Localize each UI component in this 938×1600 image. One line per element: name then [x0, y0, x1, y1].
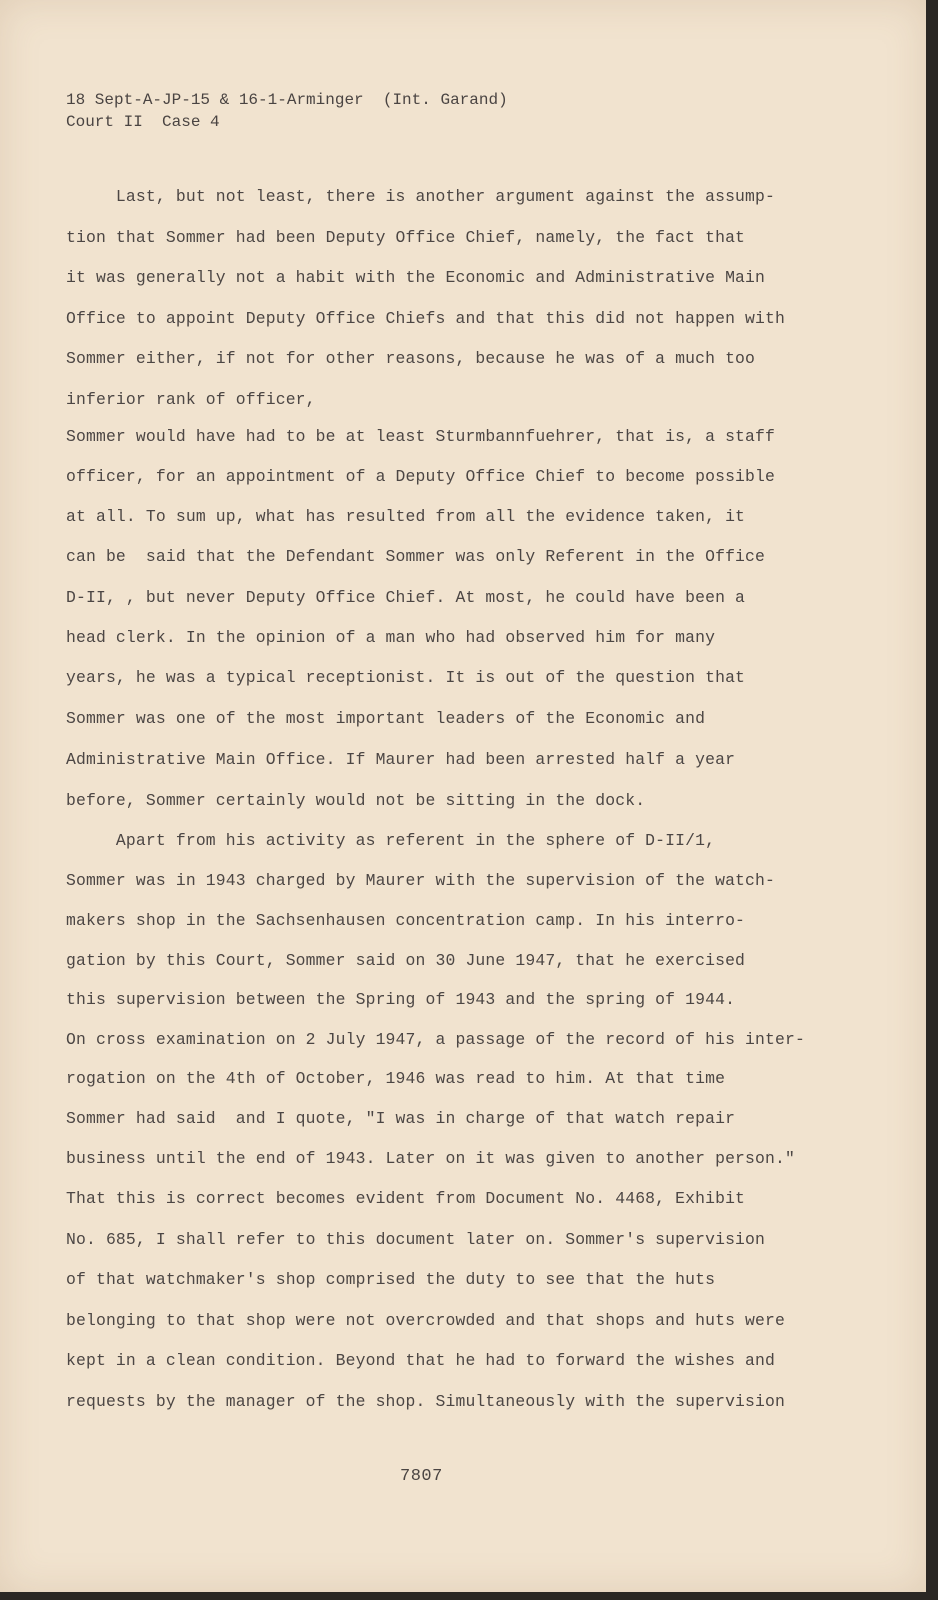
- page-number: 7807: [400, 1467, 443, 1486]
- body-line: gation by this Court, Sommer said on 30 June 1947, that he exercised: [66, 951, 746, 970]
- body-line: it was generally not a habit with the Economic and Administrative Main: [66, 268, 766, 287]
- body-line: That this is correct becomes evident from Document No. 4468, Exhibit: [66, 1189, 746, 1208]
- body-line: Sommer was one of the most important leaders of the Economic and: [66, 709, 706, 728]
- body-line: this supervision between the Spring of 1943 and the spring of 1944.: [66, 990, 736, 1009]
- body-line: head clerk. In the opinion of a man who had observed him for many: [66, 628, 716, 647]
- header-court-line: Court II Case 4: [66, 113, 220, 131]
- body-line: business until the end of 1943. Later on it was given to another person.": [66, 1149, 795, 1168]
- body-line: Sommer either, if not for other reasons, because he was of a much too: [66, 349, 756, 368]
- body-line: Sommer had said and I quote, "I was in charge of that watch repair: [66, 1109, 736, 1128]
- body-line: On cross examination on 2 July 1947, a passage of the record of his inter-: [66, 1030, 805, 1049]
- body-line: Administrative Main Office. If Maurer had been arrested half a year: [66, 750, 736, 769]
- body-line: tion that Sommer had been Deputy Office Chief, namely, the fact that: [66, 228, 746, 247]
- body-line: rogation on the 4th of October, 1946 was read to him. At that time: [66, 1069, 726, 1088]
- body-line: belonging to that shop were not overcrowded and that shops and huts were: [66, 1311, 785, 1330]
- body-line: makers shop in the Sachsenhausen concentration camp. In his interro-: [66, 911, 746, 930]
- header-session-line: 18 Sept-A-JP-15 & 16-1-Arminger (Int. Garand): [66, 91, 508, 109]
- body-line: D-II, , but never Deputy Office Chief. At most, he could have been a: [66, 588, 746, 607]
- body-line: requests by the manager of the shop. Simultaneously with the supervision: [66, 1392, 785, 1411]
- body-line: years, he was a typical receptionist. It is out of the question that: [66, 668, 746, 687]
- body-line: No. 685, I shall refer to this document later on. Sommer's supervision: [66, 1230, 766, 1249]
- body-line: Apart from his activity as referent in the sphere of D-II/1,: [66, 831, 716, 850]
- body-line: kept in a clean condition. Beyond that he had to forward the wishes and: [66, 1351, 776, 1370]
- body-line: of that watchmaker's shop comprised the duty to see that the huts: [66, 1270, 716, 1289]
- body-line: can be said that the Defendant Sommer was only Referent in the Office: [66, 547, 766, 566]
- body-line: Office to appoint Deputy Office Chiefs and that this did not happen with: [66, 309, 785, 328]
- body-line: inferior rank of officer,: [66, 390, 316, 409]
- body-line: before, Sommer certainly would not be sitting in the dock.: [66, 791, 646, 810]
- body-line: Sommer was in 1943 charged by Maurer with the supervision of the watch-: [66, 871, 776, 890]
- body-line: Sommer would have had to be at least Sturmbannfuehrer, that is, a staff: [66, 427, 776, 446]
- body-line: at all. To sum up, what has resulted from all the evidence taken, it: [66, 507, 746, 526]
- body-line: officer, for an appointment of a Deputy Office Chief to become possible: [66, 467, 776, 486]
- body-line: Last, but not least, there is another argument against the assump-: [66, 187, 776, 206]
